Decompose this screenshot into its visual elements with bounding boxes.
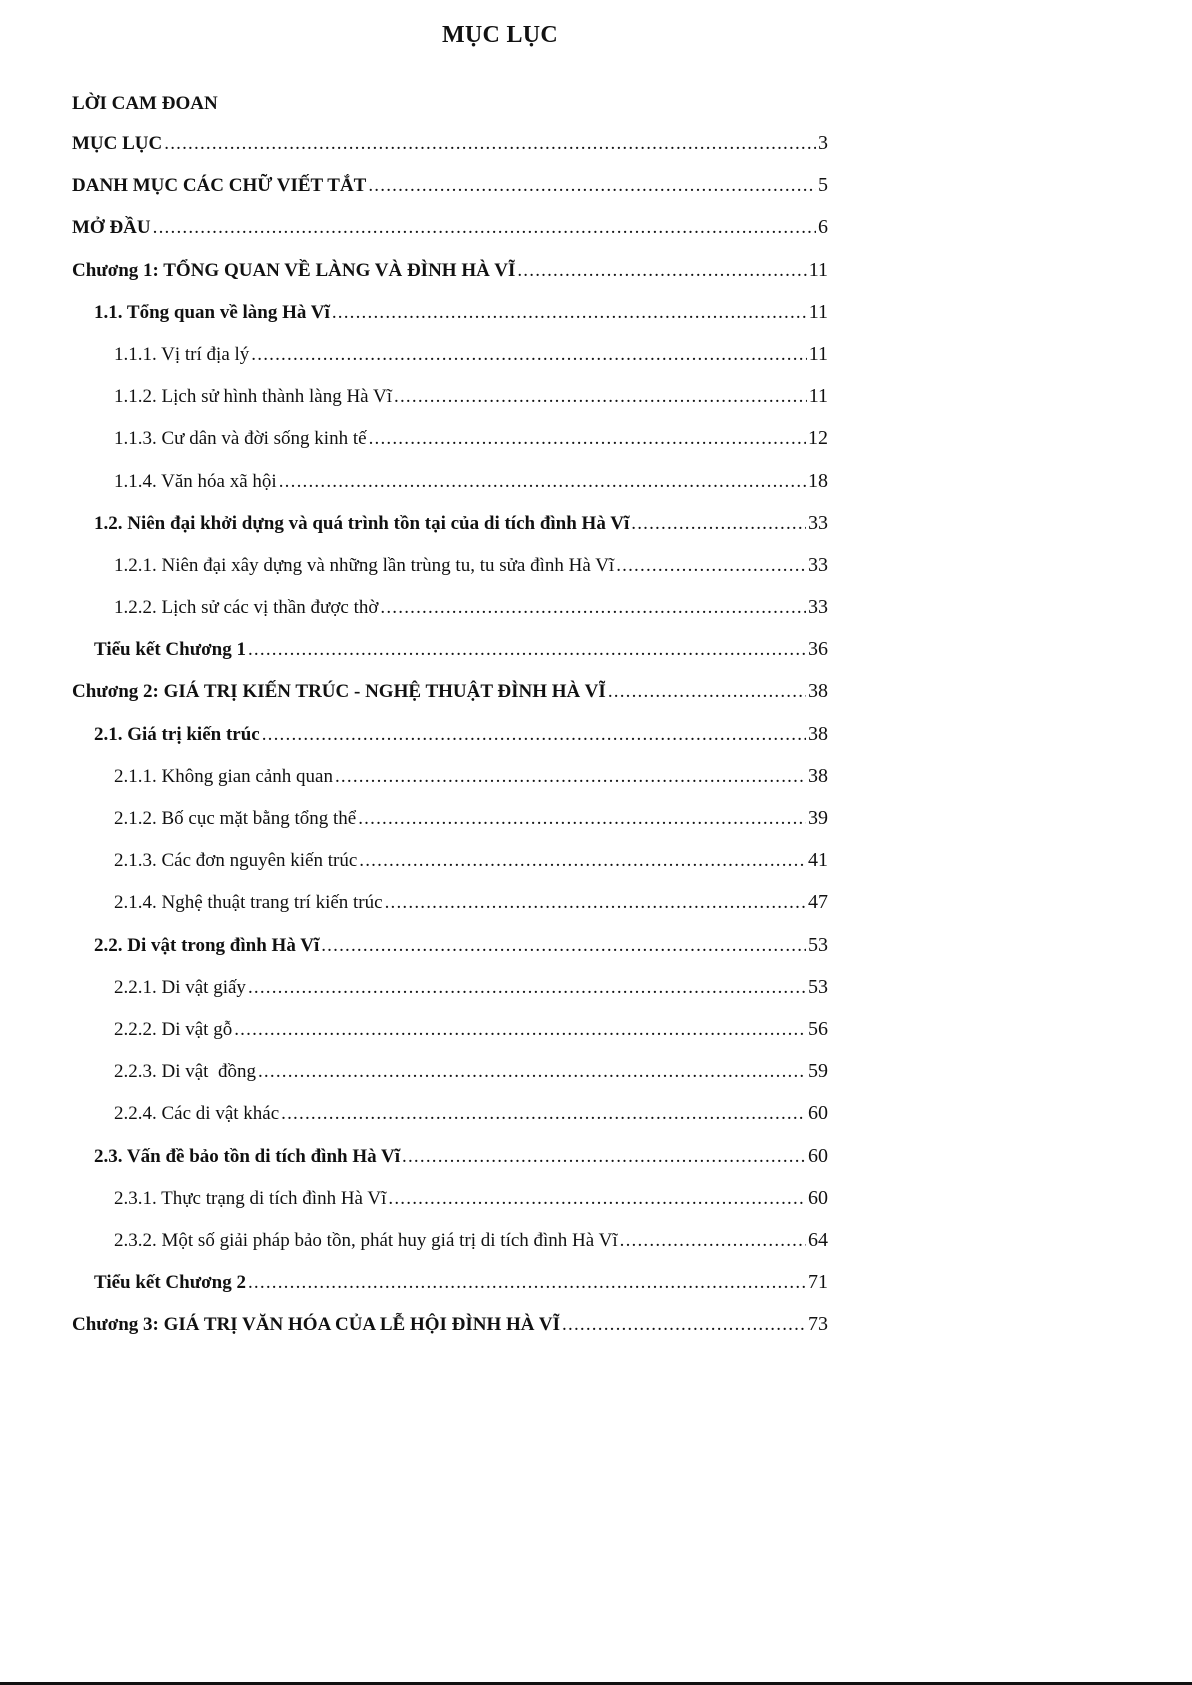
- toc-entry-section-2-1-2[interactable]: [72, 797, 828, 839]
- toc-entry-text: Chương 1: TỔNG QUAN VỀ LÀNG VÀ ĐÌNH HÀ VĨ: [72, 259, 516, 281]
- toc-page-number: 11: [808, 342, 828, 365]
- toc-entry-text: Tiểu kết Chương 2: [94, 1272, 246, 1294]
- dot-leader: [258, 1051, 806, 1093]
- toc-page-number: 53: [808, 933, 828, 956]
- dot-leader: [369, 418, 806, 460]
- toc-entry-text: 2.1.2. Bố cục mặt bằng tổng thể: [114, 808, 357, 829]
- toc-page-number: 6: [818, 216, 828, 239]
- toc-entry-section-2-2-1[interactable]: [72, 966, 828, 1008]
- toc-page-number: 38: [808, 764, 828, 787]
- dot-leader: [608, 671, 806, 713]
- toc-entry-section-1-1-1[interactable]: [72, 333, 828, 375]
- toc-entry-section-1-1-2[interactable]: [72, 375, 828, 417]
- toc-page-number: 33: [808, 596, 828, 619]
- toc-page-number: 38: [808, 680, 828, 703]
- toc-entry-text: 2.2.3. Di vật đồng: [114, 1061, 256, 1083]
- toc-page-number: 60: [808, 1102, 828, 1125]
- toc-page-number: 39: [808, 807, 828, 829]
- toc-entry-section-2-1-4[interactable]: [72, 881, 828, 923]
- toc-page-number: 18: [808, 469, 828, 492]
- toc-page-number: 33: [808, 553, 828, 576]
- toc-entry-chapter-3[interactable]: [72, 1303, 828, 1345]
- toc-page-number: 33: [808, 511, 828, 534]
- toc-entry-chapter-1[interactable]: [72, 249, 828, 291]
- toc-entry-text: Chương 3: GIÁ TRỊ VĂN HÓA CỦA LỄ HỘI ĐÌNH HÀ VĨ: [72, 1314, 561, 1336]
- dot-leader: [517, 250, 806, 292]
- toc-page-number: 60: [808, 1186, 828, 1209]
- toc-page-number: 64: [808, 1228, 828, 1251]
- toc-entry-section-2-1-3[interactable]: [72, 839, 828, 881]
- toc-entry-section-1-2[interactable]: [72, 502, 828, 544]
- dot-leader: [234, 1009, 806, 1051]
- toc-entry-text: 2.1.4. Nghệ thuật trang trí kiến trúc: [114, 892, 383, 914]
- toc-page-number: 73: [808, 1313, 828, 1336]
- dot-leader: [385, 882, 806, 924]
- toc-entry-chapter-2[interactable]: [72, 670, 828, 712]
- table-of-contents: [72, 86, 828, 1345]
- toc-entry-text: 2.2.4. Các di vật khác: [114, 1103, 280, 1125]
- dot-leader: [262, 714, 806, 756]
- dot-leader: [620, 1220, 806, 1262]
- page-title: MỤC LỤC: [441, 22, 559, 48]
- toc-entry-section-2-3-1[interactable]: [72, 1177, 828, 1219]
- toc-entry-declaration[interactable]: [72, 86, 828, 122]
- dot-leader: [631, 503, 806, 545]
- dot-leader: [153, 207, 816, 249]
- toc-entry-text: 1.1.1. Vị trí địa lý: [114, 343, 250, 365]
- toc-entry-section-1-1-3[interactable]: [72, 417, 828, 459]
- dot-leader: [164, 123, 816, 165]
- toc-entry-text: 2.2. Di vật trong đình Hà Vĩ: [94, 934, 320, 956]
- dot-leader: [358, 798, 806, 840]
- toc-entry-text: DANH MỤC CÁC CHỮ VIẾT TẮT: [72, 175, 367, 197]
- toc-entry-text: 2.1. Giá trị kiến trúc: [94, 723, 260, 745]
- toc-entry-section-1-2-1[interactable]: [72, 544, 828, 586]
- toc-page-number: 36: [808, 638, 828, 661]
- dot-leader: [359, 840, 806, 882]
- dot-leader: [562, 1304, 806, 1346]
- toc-page-number: 11: [808, 300, 828, 323]
- toc-entry-chapter-1-summary[interactable]: [72, 628, 828, 670]
- toc-entry-text: 2.3. Vấn đề bảo tồn di tích đình Hà Vĩ: [94, 1145, 401, 1167]
- toc-entry-text: 2.3.1. Thực trạng di tích đình Hà Vĩ: [114, 1187, 387, 1209]
- dot-leader: [251, 334, 806, 376]
- toc-entry-text: 1.2.1. Niên đại xây dựng và những lần trùng tu, tu sửa đình Hà Vĩ: [114, 554, 615, 576]
- dot-leader: [616, 545, 806, 587]
- toc-entry-text: 2.2.2. Di vật gỗ: [114, 1018, 233, 1040]
- toc-page-number: 71: [808, 1271, 828, 1294]
- dot-leader: [388, 1178, 806, 1220]
- toc-entry-section-2-2-3[interactable]: [72, 1050, 828, 1092]
- toc-page-number: 59: [808, 1060, 828, 1083]
- toc-entry-section-2-2[interactable]: [72, 924, 828, 966]
- toc-page-number: 38: [808, 722, 828, 745]
- dot-leader: [368, 165, 816, 207]
- dot-leader: [279, 461, 806, 503]
- dot-leader: [281, 1093, 806, 1135]
- toc-entry-text: 1.1.3. Cư dân và đời sống kinh tế: [114, 428, 367, 450]
- toc-entry-chapter-2-summary[interactable]: [72, 1261, 828, 1303]
- dot-leader: [394, 376, 807, 418]
- toc-page-number: 47: [808, 891, 828, 914]
- toc-entry-text: LỜI CAM ĐOAN: [72, 93, 218, 114]
- toc-entry-text: Chương 2: GIÁ TRỊ KIẾN TRÚC - NGHỆ THUẬT ĐÌNH HÀ VĨ: [72, 681, 606, 703]
- dot-leader: [321, 925, 806, 967]
- toc-entry-section-1-2-2[interactable]: [72, 586, 828, 628]
- toc-page-number: 41: [808, 849, 828, 872]
- toc-page-number: 60: [808, 1144, 828, 1167]
- toc-entry-section-2-1-1[interactable]: [72, 755, 828, 797]
- toc-entry-text: MỤC LỤC: [72, 133, 163, 154]
- toc-page-number: 11: [808, 258, 828, 281]
- dot-leader: [332, 292, 807, 334]
- toc-entry-section-2-1[interactable]: [72, 713, 828, 755]
- toc-entry-text: 2.2.1. Di vật giấy: [114, 976, 246, 998]
- toc-entry-text: 1.1.4. Văn hóa xã hội: [114, 470, 277, 492]
- toc-page-number: 53: [808, 975, 828, 998]
- toc-page-number: 11: [808, 385, 828, 408]
- toc-page-number: 5: [818, 174, 828, 197]
- toc-entry-text: 1.2.2. Lịch sử các vị thần được thờ: [114, 597, 379, 619]
- toc-entry-text: MỞ ĐẦU: [72, 217, 151, 239]
- toc-entry-abbreviations[interactable]: [72, 164, 828, 206]
- toc-page-number: 56: [808, 1017, 828, 1040]
- toc-entry-section-2-3[interactable]: [72, 1135, 828, 1177]
- toc-entry-introduction[interactable]: [72, 206, 828, 248]
- dot-leader: [335, 756, 806, 798]
- toc-entry-contents[interactable]: [72, 122, 828, 164]
- toc-entry-text: 1.1. Tổng quan về làng Hà Vĩ: [94, 301, 330, 323]
- toc-entry-section-2-2-4[interactable]: [72, 1092, 828, 1134]
- toc-entry-section-2-3-2[interactable]: [72, 1219, 828, 1261]
- toc-entry-text: Tiểu kết Chương 1: [94, 639, 246, 661]
- toc-entry-text: 2.1.1. Không gian cảnh quan: [114, 765, 333, 787]
- toc-entry-text: 2.1.3. Các đơn nguyên kiến trúc: [114, 850, 358, 872]
- toc-page-number: 12: [808, 427, 828, 450]
- dot-leader: [380, 587, 806, 629]
- toc-entry-section-1-1-4[interactable]: [72, 460, 828, 502]
- dot-leader: [248, 967, 806, 1009]
- toc-entry-text: 1.2. Niên đại khởi dựng và quá trình tồn tại của di tích đình Hà Vĩ: [94, 512, 630, 534]
- dot-leader: [248, 1262, 806, 1304]
- dot-leader: [248, 629, 806, 671]
- toc-entry-section-1-1[interactable]: [72, 291, 828, 333]
- toc-entry-section-2-2-2[interactable]: [72, 1008, 828, 1050]
- toc-entry-text: 2.3.2. Một số giải pháp bảo tồn, phát huy giá trị di tích đình Hà Vĩ: [114, 1229, 618, 1251]
- dot-leader: [402, 1136, 806, 1178]
- toc-page-number: 3: [818, 132, 828, 154]
- toc-entry-text: 1.1.2. Lịch sử hình thành làng Hà Vĩ: [114, 386, 393, 408]
